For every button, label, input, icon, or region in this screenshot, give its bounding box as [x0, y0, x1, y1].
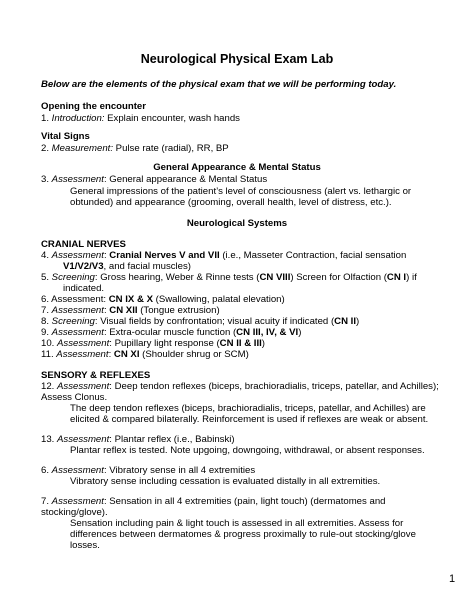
item-vibratory: 6. Assessment: Vibratory sense in all 4 extremities — [41, 465, 256, 476]
item-8: 8. Screening: Visual fields by confrontation; visual acuity if indicated (CN II) — [41, 316, 360, 327]
item-3: 3. Assessment: General appearance & Mental Status — [41, 174, 268, 185]
page-number: 1 — [449, 573, 456, 585]
item-4-cont: V1/V2/V3, and facial muscles) — [63, 261, 191, 272]
item-12: 12. Assessment: Deep tendon reflexes (biceps, brachioradialis, triceps, patellar, and Achilles); — [41, 381, 439, 392]
item-6: 6. Assessment: CN IX & X (Swallowing, palatal elevation) — [41, 294, 285, 305]
item-3-desc-1: General impressions of the patient’s level of consciousness (alert vs. lethargic or — [70, 186, 412, 197]
item-2: 2. Measurement: Pulse rate (radial), RR, BP — [41, 143, 229, 154]
item-5-cont: indicated. — [63, 283, 105, 294]
item-sensation-desc-3: losses. — [70, 540, 100, 551]
intro-text: Below are the elements of the physical exam that we will be performing today. — [41, 79, 397, 90]
document-title: Neurological Physical Exam Lab — [140, 52, 334, 66]
item-13-desc: Plantar reflex is tested. Note upgoing, downgoing, withdrawal, or absent responses. — [70, 445, 425, 456]
item-vibratory-desc: Vibratory sense including cessation is evaluated distally in all extremities. — [70, 476, 381, 487]
item-sensation-desc-1: Sensation including pain & light touch is assessed in all extremities. Assess for — [70, 518, 404, 529]
item-4: 4. Assessment: Cranial Nerves V and VII (i.e., Masseter Contraction, facial sensation — [41, 250, 407, 261]
systems-heading: Neurological Systems — [186, 218, 288, 229]
item-11: 11. Assessment: CN XI (Shoulder shrug or SCM) — [41, 349, 249, 360]
item-12-desc-1: The deep tendon reflexes (biceps, brachioradialis, triceps, patellar, and Achilles) are — [70, 403, 426, 414]
vitals-heading: Vital Signs — [41, 131, 90, 142]
cranial-heading: CRANIAL NERVES — [41, 239, 126, 250]
item-1: 1. Introduction: Explain encounter, wash hands — [41, 113, 240, 124]
opening-heading: Opening the encounter — [41, 101, 147, 112]
item-sensation-cont: stocking/glove). — [41, 507, 108, 518]
item-3-desc-2: obtunded) and appearance (grooming, overall health, level of distress, etc.). — [70, 197, 392, 208]
item-9: 9. Assessment: Extra-ocular muscle function (CN III, IV, & VI) — [41, 327, 302, 338]
item-5: 5. Screening: Gross hearing, Weber & Rinne tests (CN VIII) Screen for Olfaction (CN I) if — [41, 272, 417, 283]
item-13: 13. Assessment: Plantar reflex (i.e., Babinski) — [41, 434, 235, 445]
item-7: 7. Assessment: CN XII (Tongue extrusion) — [41, 305, 220, 316]
general-heading: General Appearance & Mental Status — [153, 162, 321, 173]
item-sensation-desc-2: differences between dermatomes & progress proximally to rule-out stocking/glove — [70, 529, 416, 540]
item-sensation: 7. Assessment: Sensation in all 4 extremities (pain, light touch) (dermatomes and — [41, 496, 386, 507]
item-12-cont: Assess Clonus. — [41, 392, 108, 403]
item-10: 10. Assessment: Pupillary light response (CN II & III) — [41, 338, 265, 349]
sensory-heading: SENSORY & REFLEXES — [41, 370, 151, 381]
item-12-desc-2: elicited & compared bilaterally. Reinforcement is used if reflexes are weak or absent. — [70, 414, 429, 425]
